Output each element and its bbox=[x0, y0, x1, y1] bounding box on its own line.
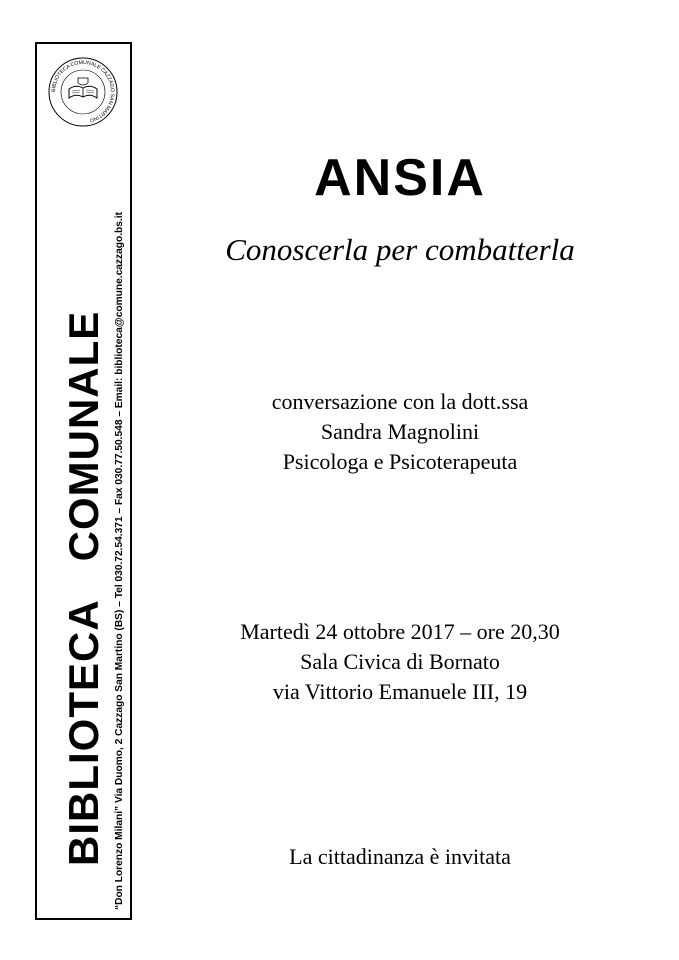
seal-text: BIBLIOTECA COMUNALE CAZZAGO SAN MARTINO bbox=[50, 59, 116, 124]
library-name bbox=[60, 311, 108, 866]
library-name-word1: BIBLIOTECA bbox=[60, 599, 107, 866]
speaker-name: Sandra Magnolini bbox=[320, 419, 480, 444]
invitation-line: La cittadinanza è invitata bbox=[289, 844, 511, 869]
event-title: ANSIA bbox=[314, 149, 486, 207]
event-subtitle: Conoscerla per combatterla bbox=[225, 232, 575, 267]
event-address: via Vittorio Emanuele III, 19 bbox=[272, 679, 528, 704]
speaker-intro: conversazione con la dott.ssa bbox=[271, 389, 529, 414]
library-seal-icon bbox=[47, 56, 119, 128]
library-name-word2: COMUNALE bbox=[60, 310, 107, 562]
sidebar-frame bbox=[35, 42, 132, 920]
event-details bbox=[170, 617, 630, 707]
library-address: “Don Lorenzo Milani” Via Duomo, 2 Cazzago San Martino (BS) – Tel 030.72.54.371 – Fax 030.77.50.548 – Email: biblioteca@comune.cazzago.bs.it bbox=[114, 212, 125, 910]
event-venue: Sala Civica di Bornato bbox=[300, 649, 500, 674]
speaker-role: Psicologa e Psicoterapeuta bbox=[282, 449, 518, 474]
speaker-block bbox=[170, 387, 630, 477]
event-datetime: Martedì 24 ottobre 2017 – ore 20,30 bbox=[240, 619, 560, 644]
invitation-text bbox=[170, 842, 630, 872]
